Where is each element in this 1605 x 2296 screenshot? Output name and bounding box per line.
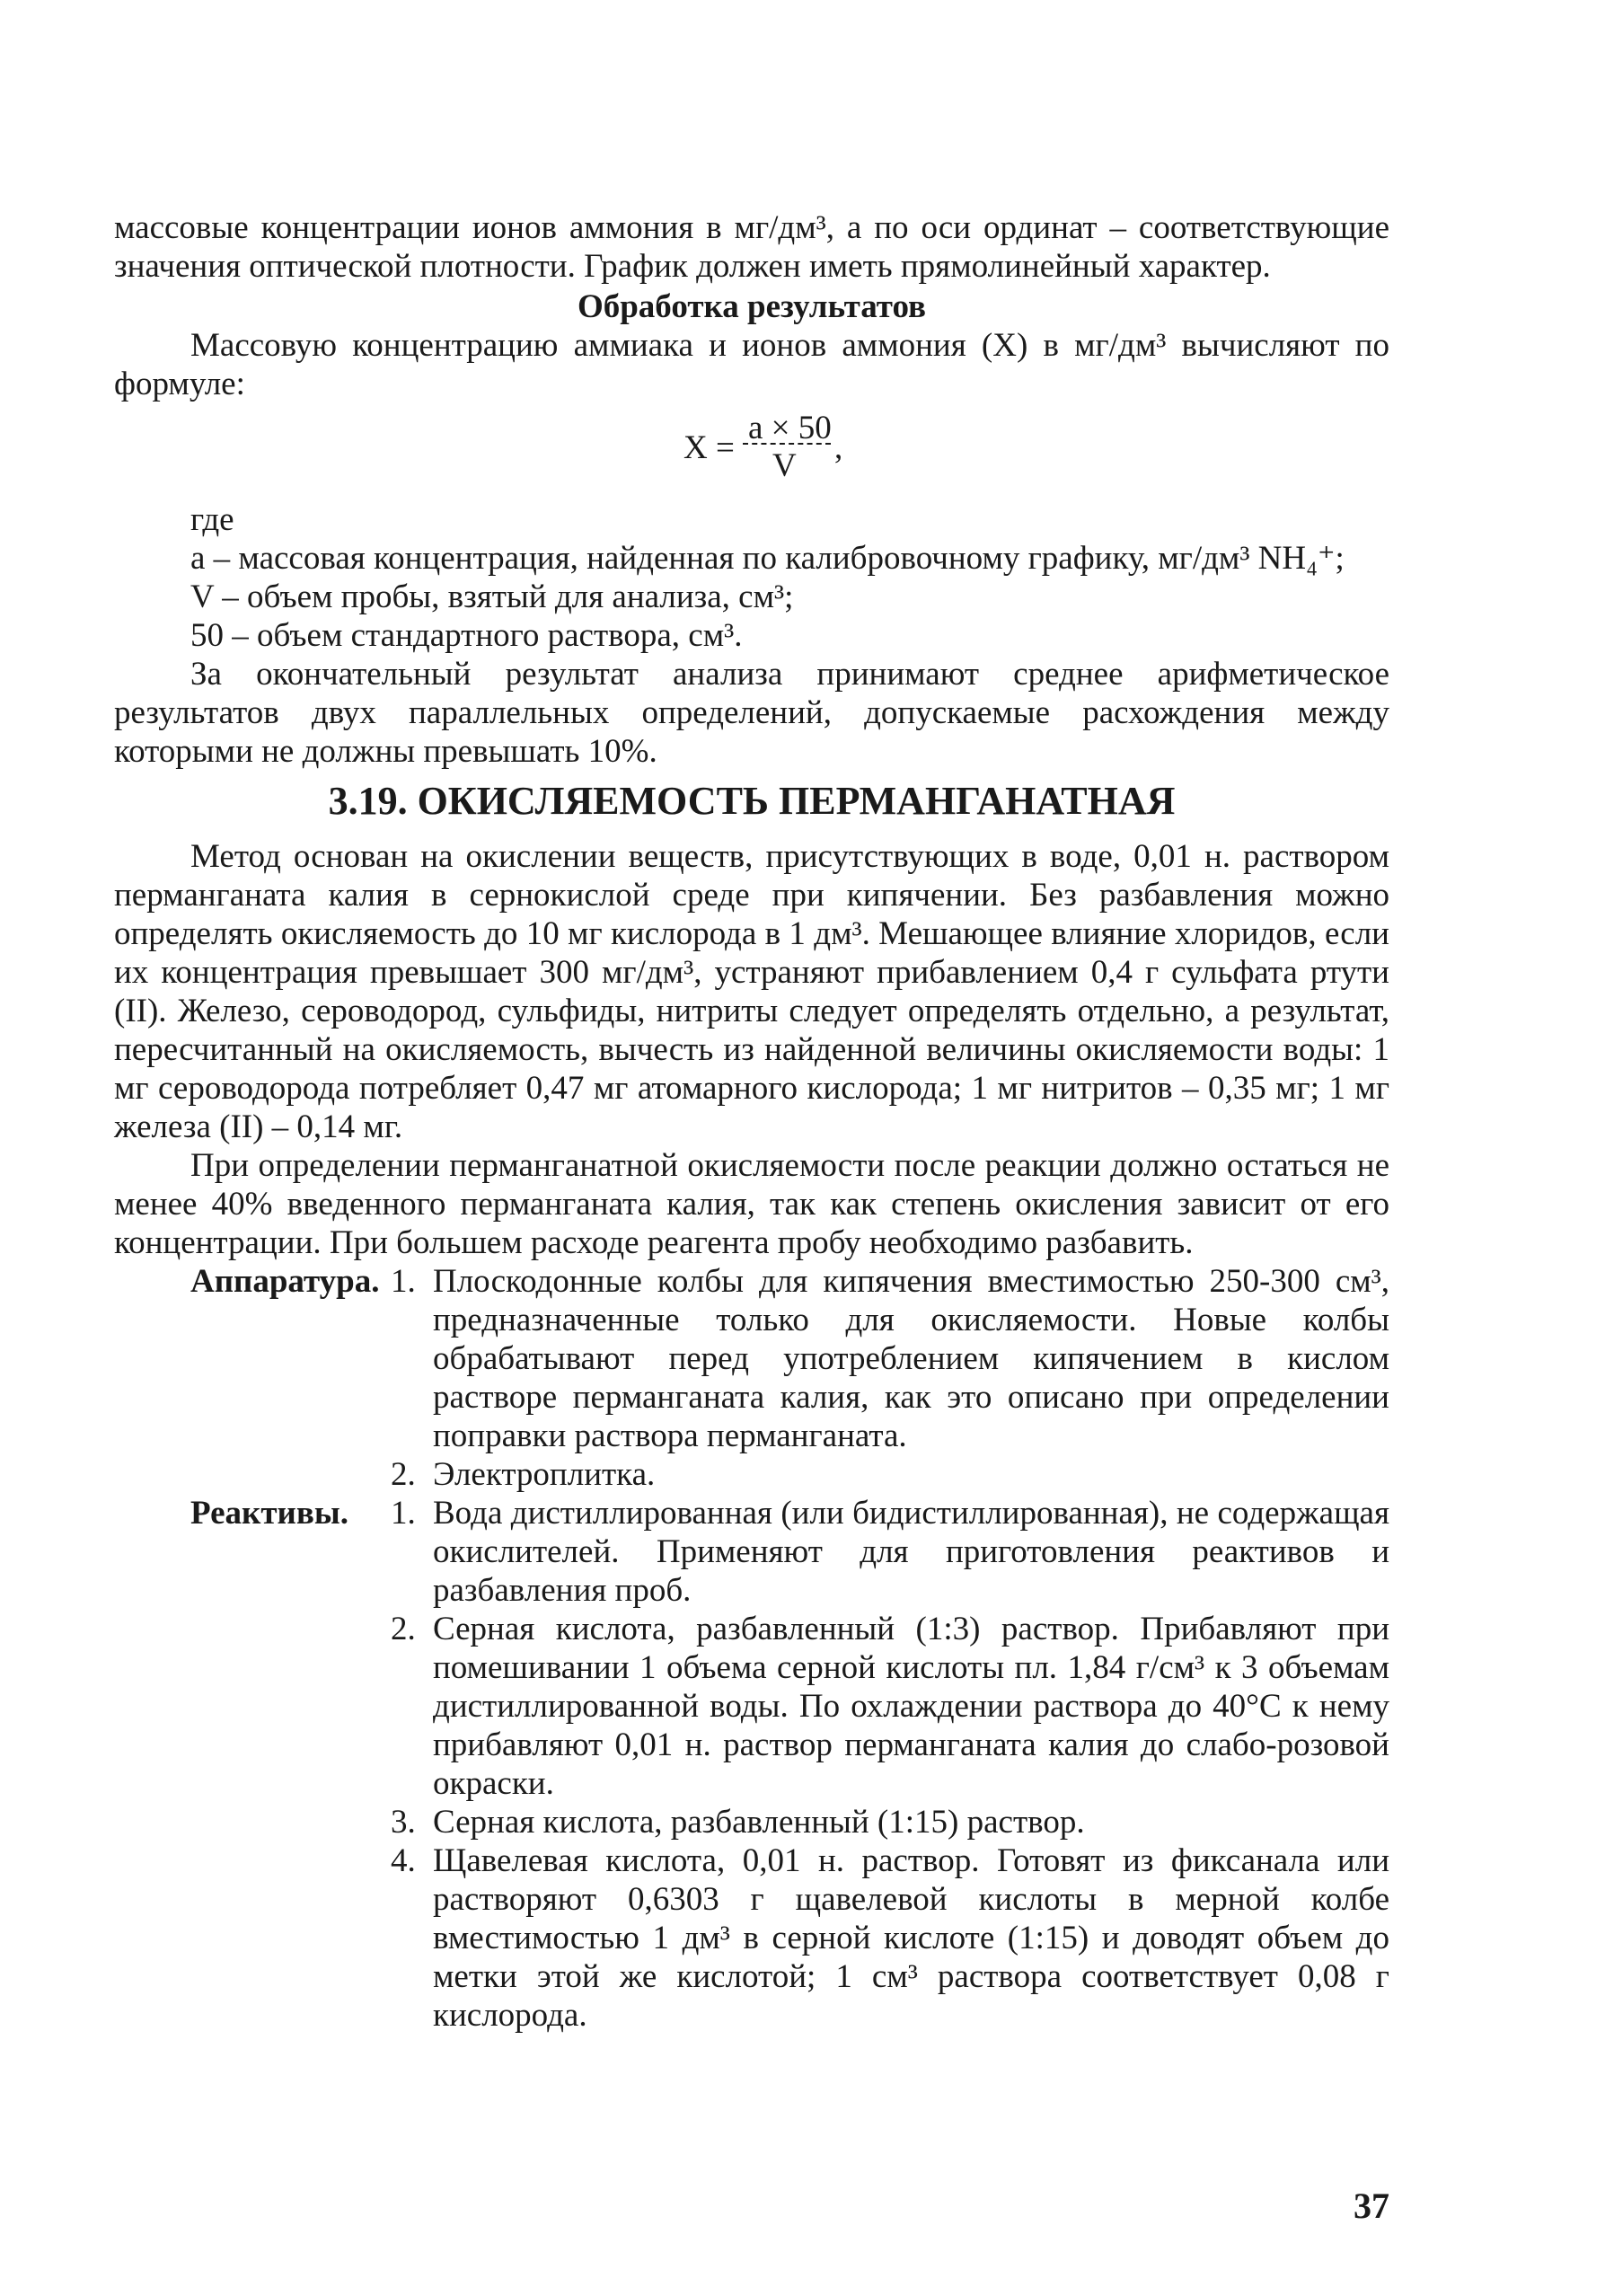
list-item xyxy=(114,1841,1389,2035)
apparatus-label: Аппаратура. xyxy=(190,1263,380,1300)
list-item-number: 3. xyxy=(391,1804,416,1841)
reagents-label: Реактивы. xyxy=(190,1495,348,1532)
list-item-text: Вода дистиллированная (или бидистиллированная), не содержащая окислителей. Применяют для приготовления реактивов и разбавления проб. xyxy=(433,1495,1389,1609)
intro-paragraph: массовые концентрации ионов аммония в мг/дм³, а по оси ординат – соответствующие значения оптической плотности. График должен иметь прямолинейный характер. xyxy=(114,209,1389,285)
list-item-text: Электроплитка. xyxy=(433,1456,656,1493)
list-label-spacer xyxy=(114,1610,391,1803)
list-label-spacer xyxy=(114,1841,391,2035)
list-item-text: Щавелевая кислота, 0,01 н. раствор. Готовят из фиксанала или растворяют 0,6303 г щавелевой кислоты в мерной колбе вместимостью 1 дм³ в серной кислоте (1:15) и доводят объем до метки этой же кислотой; 1 см³ раствора соответствует 0,08 г кислорода. xyxy=(433,1842,1389,2034)
final-result-paragraph: За окончательный результат анализа принимают среднее арифметическое результатов двух параллельных определений, допускаемые расхождения между которыми не должны превышать 10%. xyxy=(114,656,1389,770)
list-label-spacer xyxy=(114,1803,391,1841)
list-item-text: Серная кислота, разбавленный (1:15) раствор. xyxy=(433,1804,1085,1841)
definition-50: 50 – объем стандартного раствора, см³. xyxy=(190,617,743,654)
where-label: где xyxy=(190,501,234,538)
list-item xyxy=(114,1455,1389,1494)
method-paragraph: Метод основан на окислении веществ, присутствующих в воде, 0,01 н. раствором перманганата калия в сернокислой среде при кипячении. Без разбавления можно определять окисляемость до 10 мг кислорода в 1 дм³. Мешающее влияние хлоридов, если их концентрация превышает 300 мг/дм³, устраняют прибавлением 0,4 г сульфата ртути (II). Железо, сероводород, сульфиды, нитриты следует определять отдельно, а результат, пересчитанный на окисляемость, вычесть из найденной величины окисляемости воды: 1 мг сероводорода потребляет 0,47 мг атомарного кислорода; 1 мг нитритов – 0,35 мг; 1 мг железа (II) – 0,14 мг. xyxy=(114,838,1389,1145)
list-item-number: 2. xyxy=(391,1611,416,1647)
apparatus-list xyxy=(114,1262,1389,1494)
results-heading: Обработка результатов xyxy=(577,288,927,325)
definition-a: а – массовая концентрация, найденная по калибровочному графику, мг/дм³ NH₄⁺; xyxy=(190,540,1345,577)
list-item-number: 4. xyxy=(391,1842,416,1879)
formula-trailing: , xyxy=(834,429,843,466)
list-item-text: Плоскодонные колбы для кипячения вместимостью 250-300 см³, предназначенные только для окисляемости. Новые колбы обрабатывают перед употреблением кипячением в кислом растворе перманганата калия, как это описано при определении поправки раствора перманганата. xyxy=(433,1263,1389,1454)
formula-lhs: X = xyxy=(683,429,735,466)
list-item xyxy=(114,1262,1389,1455)
list-item xyxy=(114,1494,1389,1610)
concentration-formula xyxy=(114,409,1389,491)
determination-paragraph: При определении перманганатной окисляемости после реакции должно остаться не менее 40% введенного перманганата калия, так как степень окисления зависит от его концентрации. При большем расходе реагента пробу необходимо разбавить. xyxy=(114,1147,1389,1261)
formula-denominator: V xyxy=(772,447,797,484)
list-item-number: 1. xyxy=(391,1495,416,1532)
list-item xyxy=(114,1803,1389,1841)
list-label-spacer xyxy=(114,1455,391,1494)
list-item xyxy=(114,1610,1389,1803)
section-title: 3.19. ОКИСЛЯЕМОСТЬ ПЕРМАНГАНАТНАЯ xyxy=(328,779,1176,823)
results-paragraph: Массовую концентрацию аммиака и ионов аммония (Х) в мг/дм³ вычисляют по формуле: xyxy=(114,327,1389,402)
page-content xyxy=(114,208,1389,2035)
list-item-text: Серная кислота, разбавленный (1:3) раствор. Прибавляют при помешивании 1 объема серной кислоты пл. 1,84 г/см³ к 3 объемам дистиллированной воды. По охлаждении раствора до 40°С к нему прибавляют 0,01 н. раствор перманганата калия до слабо-розовой окраски. xyxy=(433,1611,1389,1802)
formula-fraction-bar xyxy=(743,443,831,445)
formula-numerator: a × 50 xyxy=(748,410,832,446)
list-item-number: 1. xyxy=(391,1263,416,1300)
list-item-number: 2. xyxy=(391,1456,416,1493)
page-number: 37 xyxy=(1354,2186,1389,2226)
reagents-list xyxy=(114,1494,1389,2035)
definition-v: V – объем пробы, взятый для анализа, см³; xyxy=(190,578,794,615)
